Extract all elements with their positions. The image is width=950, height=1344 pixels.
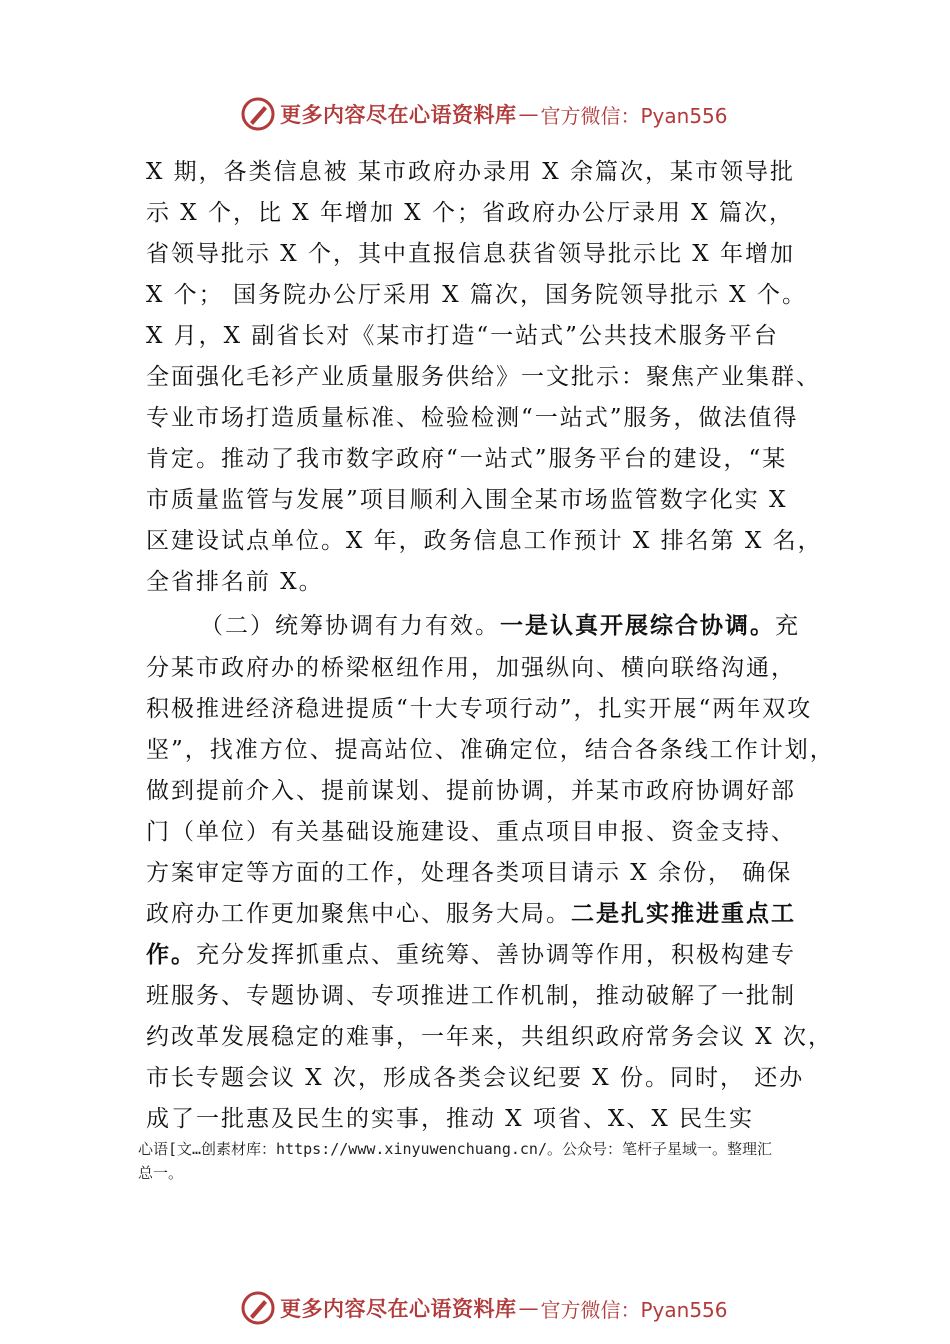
section2-heading: （二）统筹协调有力有效。 — [200, 613, 500, 639]
section2-tail: 充 — [775, 613, 800, 639]
text-line: X 月，X 副省长对《某市打造“一站式”公共技术服务平台 — [146, 323, 779, 349]
text-line: 门（单位）有关基础设施建设、重点项目申报、资金支持、 — [146, 819, 796, 845]
text-line: 省领导批示 X 个，其中直报信息获省领导批示比 X 年增加 — [146, 241, 795, 267]
text-line: X 期，各类信息被 某市政府办录用 X 余篇次，某市领导批 — [146, 159, 795, 185]
pen-logo-icon — [240, 96, 276, 132]
banner-title: 更多内容尽在心语资料库 — [280, 1296, 517, 1321]
text-line — [146, 936, 826, 969]
text-line: 方案审定等方面的工作，处理各类项目请示 X 余份， 确保 — [146, 860, 793, 886]
banner-dash: — — [518, 102, 539, 126]
banner-wechat: 官方微信：Pyan556 — [540, 103, 728, 128]
text-line: 全省排名前 X。 — [146, 569, 324, 595]
text-line: 全面强化毛衫产业质量服务供给》一文批示：聚焦产业集群、 — [146, 364, 821, 390]
text-line: X 个； 国务院办公厅采用 X 篇次，国务院领导批示 X 个。 — [146, 282, 807, 308]
text-line: 做到提前介入、提前谋划、提前协调，并某市政府协调好部 — [146, 778, 796, 804]
section-heading-line — [200, 607, 880, 640]
text-line: 积极推进经济稳进提质“十大专项行动”，扎实开展“两年双攻 — [146, 696, 813, 722]
section2-bold-point-2: 二是扎实推进重点工 — [571, 900, 796, 927]
text-line: 分某市政府办的桥梁枢纽作用，加强纵向、横向联络沟通， — [146, 655, 796, 681]
text-line — [146, 895, 826, 928]
banner-wechat: 官方微信：Pyan556 — [540, 1297, 728, 1322]
text-line: 市质量监管与发展”项目顺利入围全某市场监管数字化实 X — [146, 487, 788, 513]
section2-bold-point-2-cont: 作。 — [146, 941, 196, 968]
text-line: 坚”，找准方位、提高站位、准确定位，结合各条线工作计划， — [146, 737, 835, 763]
section2-bold-point-1: 一是认真开展综合协调。 — [500, 612, 775, 639]
text-line: 市长专题会议 X 次，形成各类会议纪要 X 份。同时， 还办 — [146, 1065, 805, 1091]
banner-dash: — — [518, 1296, 539, 1320]
text-line: 区建设试点单位。X 年，政务信息工作预计 X 排名第 X 名， — [146, 528, 823, 554]
text-line: 班服务、专题协调、专项推进工作机制，推动破解了一批制 — [146, 983, 796, 1009]
footer-source-line-2: 总一。 — [138, 1164, 184, 1182]
footer-banner — [240, 1288, 760, 1328]
banner-title: 更多内容尽在心语资料库 — [280, 102, 517, 127]
footer-source-line: 心语[文…创素材库：https://www.xinyuwenchuang.cn/。公众号：笔杆子星域一。整理汇 — [138, 1140, 772, 1158]
text-line: 约改革发展稳定的难事，一年来，共组织政府常务会议 X 次， — [146, 1024, 833, 1050]
text-line: 成了一批惠及民生的实事，推动 X 项省、X、X 民生实 — [146, 1106, 755, 1132]
text-line: 专业市场打造质量标准、检验检测“一站式”服务，做法值得 — [146, 405, 799, 431]
line-prefix: 政府办工作更加聚焦中心、服务大局。 — [146, 901, 571, 927]
text-line: 示 X 个，比 X 年增加 X 个；省政府办公厅录用 X 篇次， — [146, 200, 794, 226]
header-banner — [240, 94, 760, 134]
pen-logo-icon — [240, 1290, 276, 1326]
line-rest: 充分发挥抓重点、重统筹、善协调等作用，积极构建专 — [196, 942, 796, 968]
text-line: 肯定。推动了我市数字政府“一站式”服务平台的建设，“某 — [146, 446, 788, 472]
